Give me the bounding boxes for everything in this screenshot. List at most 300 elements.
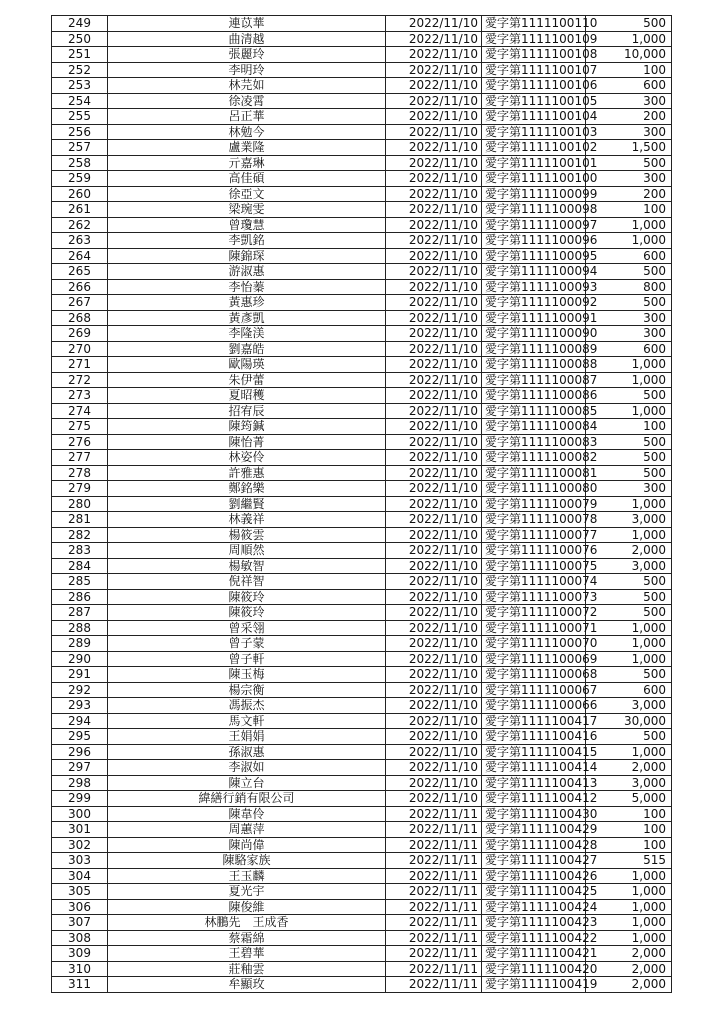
donation-date-cell: 2022/11/10 [386, 31, 482, 47]
table-row [52, 543, 672, 559]
table-row [52, 109, 672, 125]
receipt-number-cell: 愛字第1111100080 [482, 481, 586, 497]
receipt-number-cell: 愛字第1111100421 [482, 946, 586, 962]
amount-cell: 1,000 [586, 744, 672, 760]
row-number-cell: 284 [52, 558, 108, 574]
receipt-number-cell: 愛字第1111100414 [482, 760, 586, 776]
amount-cell: 5,000 [586, 791, 672, 807]
row-number-cell: 283 [52, 543, 108, 559]
donor-name-cell: 王碧華 [108, 946, 386, 962]
receipt-number-cell: 愛字第1111100416 [482, 729, 586, 745]
table-row [52, 574, 672, 590]
table-row [52, 961, 672, 977]
row-number-cell: 259 [52, 171, 108, 187]
amount-cell: 600 [586, 341, 672, 357]
table-row [52, 372, 672, 388]
row-number-cell: 279 [52, 481, 108, 497]
receipt-number-cell: 愛字第1111100425 [482, 884, 586, 900]
donor-name-cell: 林鵬先 王成香 [108, 915, 386, 931]
table-row [52, 651, 672, 667]
receipt-number-cell: 愛字第1111100083 [482, 434, 586, 450]
table-row [52, 884, 672, 900]
donor-name-cell: 朱伊蕾 [108, 372, 386, 388]
donor-name-cell: 陳筠鍼 [108, 419, 386, 435]
amount-cell: 200 [586, 186, 672, 202]
row-number-cell: 254 [52, 93, 108, 109]
amount-cell: 1,000 [586, 403, 672, 419]
table-row [52, 496, 672, 512]
donation-date-cell: 2022/11/10 [386, 124, 482, 140]
table-row [52, 744, 672, 760]
donor-name-cell: 曾子蒙 [108, 636, 386, 652]
donation-table-body [52, 16, 672, 993]
receipt-number-cell: 愛字第1111100417 [482, 713, 586, 729]
row-number-cell: 291 [52, 667, 108, 683]
donation-date-cell: 2022/11/10 [386, 202, 482, 218]
donor-name-cell: 李隆渼 [108, 326, 386, 342]
row-number-cell: 269 [52, 326, 108, 342]
donor-name-cell: 莊釉雲 [108, 961, 386, 977]
donation-date-cell: 2022/11/10 [386, 403, 482, 419]
receipt-number-cell: 愛字第1111100074 [482, 574, 586, 590]
donor-name-cell: 曾采翎 [108, 620, 386, 636]
donation-date-cell: 2022/11/10 [386, 171, 482, 187]
row-number-cell: 264 [52, 248, 108, 264]
donor-name-cell: 陳尚偉 [108, 837, 386, 853]
table-row [52, 186, 672, 202]
receipt-number-cell: 愛字第1111100093 [482, 279, 586, 295]
donation-date-cell: 2022/11/10 [386, 310, 482, 326]
table-row [52, 868, 672, 884]
donation-date-cell: 2022/11/10 [386, 450, 482, 466]
row-number-cell: 265 [52, 264, 108, 280]
table-row [52, 434, 672, 450]
donation-date-cell: 2022/11/10 [386, 140, 482, 156]
row-number-cell: 282 [52, 527, 108, 543]
amount-cell: 500 [586, 465, 672, 481]
table-row [52, 310, 672, 326]
receipt-number-cell: 愛字第1111100103 [482, 124, 586, 140]
amount-cell: 500 [586, 155, 672, 171]
row-number-cell: 295 [52, 729, 108, 745]
amount-cell: 500 [586, 434, 672, 450]
row-number-cell: 253 [52, 78, 108, 94]
donation-date-cell: 2022/11/10 [386, 496, 482, 512]
table-row [52, 357, 672, 373]
receipt-number-cell: 愛字第1111100427 [482, 853, 586, 869]
donation-date-cell: 2022/11/10 [386, 481, 482, 497]
donation-date-cell: 2022/11/10 [386, 357, 482, 373]
donation-date-cell: 2022/11/10 [386, 636, 482, 652]
donor-name-cell: 曾瓊慧 [108, 217, 386, 233]
amount-cell: 100 [586, 202, 672, 218]
receipt-number-cell: 愛字第1111100092 [482, 295, 586, 311]
donor-name-cell: 夏光宇 [108, 884, 386, 900]
amount-cell: 1,000 [586, 651, 672, 667]
table-row [52, 450, 672, 466]
receipt-number-cell: 愛字第1111100106 [482, 78, 586, 94]
donation-date-cell: 2022/11/11 [386, 853, 482, 869]
receipt-number-cell: 愛字第1111100415 [482, 744, 586, 760]
donor-name-cell: 黃彥凱 [108, 310, 386, 326]
row-number-cell: 260 [52, 186, 108, 202]
receipt-number-cell: 愛字第1111100088 [482, 357, 586, 373]
amount-cell: 3,000 [586, 775, 672, 791]
donor-name-cell: 孫淑惠 [108, 744, 386, 760]
donor-name-cell: 呂正華 [108, 109, 386, 125]
donor-name-cell: 緯繕行銷有限公司 [108, 791, 386, 807]
table-row [52, 682, 672, 698]
receipt-number-cell: 愛字第1111100102 [482, 140, 586, 156]
table-row [52, 171, 672, 187]
donation-date-cell: 2022/11/10 [386, 760, 482, 776]
receipt-number-cell: 愛字第1111100084 [482, 419, 586, 435]
amount-cell: 1,000 [586, 899, 672, 915]
receipt-number-cell: 愛字第1111100089 [482, 341, 586, 357]
donation-date-cell: 2022/11/10 [386, 512, 482, 528]
amount-cell: 1,000 [586, 527, 672, 543]
donor-name-cell: 陳俊維 [108, 899, 386, 915]
donation-date-cell: 2022/11/10 [386, 16, 482, 32]
donation-date-cell: 2022/11/11 [386, 837, 482, 853]
table-row [52, 217, 672, 233]
donation-date-cell: 2022/11/10 [386, 434, 482, 450]
row-number-cell: 277 [52, 450, 108, 466]
receipt-number-cell: 愛字第1111100066 [482, 698, 586, 714]
donor-name-cell: 倪祥智 [108, 574, 386, 590]
donation-date-cell: 2022/11/10 [386, 605, 482, 621]
row-number-cell: 296 [52, 744, 108, 760]
donor-name-cell: 牟顯玫 [108, 977, 386, 993]
amount-cell: 2,000 [586, 977, 672, 993]
donor-name-cell: 陳玉梅 [108, 667, 386, 683]
amount-cell: 500 [586, 589, 672, 605]
receipt-number-cell: 愛字第1111100412 [482, 791, 586, 807]
table-row [52, 481, 672, 497]
table-row [52, 202, 672, 218]
receipt-number-cell: 愛字第1111100104 [482, 109, 586, 125]
table-row [52, 946, 672, 962]
receipt-number-cell: 愛字第1111100079 [482, 496, 586, 512]
donation-table [51, 15, 672, 993]
donor-name-cell: 李明玲 [108, 62, 386, 78]
amount-cell: 3,000 [586, 512, 672, 528]
donor-name-cell: 高佳碩 [108, 171, 386, 187]
table-row [52, 140, 672, 156]
donation-date-cell: 2022/11/10 [386, 217, 482, 233]
table-row [52, 667, 672, 683]
amount-cell: 100 [586, 806, 672, 822]
table-row [52, 155, 672, 171]
table-row [52, 837, 672, 853]
donor-name-cell: 李凱銘 [108, 233, 386, 249]
row-number-cell: 300 [52, 806, 108, 822]
receipt-number-cell: 愛字第1111100428 [482, 837, 586, 853]
donor-name-cell: 楊敏智 [108, 558, 386, 574]
amount-cell: 100 [586, 822, 672, 838]
row-number-cell: 257 [52, 140, 108, 156]
amount-cell: 1,000 [586, 620, 672, 636]
row-number-cell: 255 [52, 109, 108, 125]
receipt-number-cell: 愛字第1111100105 [482, 93, 586, 109]
amount-cell: 10,000 [586, 47, 672, 63]
amount-cell: 600 [586, 78, 672, 94]
amount-cell: 2,000 [586, 543, 672, 559]
donation-date-cell: 2022/11/10 [386, 295, 482, 311]
donor-name-cell: 歐陽瑛 [108, 357, 386, 373]
row-number-cell: 275 [52, 419, 108, 435]
donation-date-cell: 2022/11/11 [386, 961, 482, 977]
donation-date-cell: 2022/11/10 [386, 713, 482, 729]
amount-cell: 1,000 [586, 372, 672, 388]
donation-date-cell: 2022/11/10 [386, 791, 482, 807]
donation-date-cell: 2022/11/10 [386, 155, 482, 171]
donation-date-cell: 2022/11/11 [386, 822, 482, 838]
donation-date-cell: 2022/11/10 [386, 264, 482, 280]
amount-cell: 1,500 [586, 140, 672, 156]
amount-cell: 200 [586, 109, 672, 125]
table-row [52, 16, 672, 32]
receipt-number-cell: 愛字第1111100423 [482, 915, 586, 931]
donation-date-cell: 2022/11/10 [386, 698, 482, 714]
row-number-cell: 258 [52, 155, 108, 171]
table-row [52, 527, 672, 543]
table-row [52, 403, 672, 419]
donation-date-cell: 2022/11/11 [386, 915, 482, 931]
row-number-cell: 262 [52, 217, 108, 233]
table-row [52, 775, 672, 791]
receipt-number-cell: 愛字第1111100109 [482, 31, 586, 47]
row-number-cell: 267 [52, 295, 108, 311]
amount-cell: 1,000 [586, 357, 672, 373]
row-number-cell: 286 [52, 589, 108, 605]
donor-name-cell: 招宥辰 [108, 403, 386, 419]
receipt-number-cell: 愛字第1111100108 [482, 47, 586, 63]
donation-date-cell: 2022/11/11 [386, 868, 482, 884]
receipt-number-cell: 愛字第1111100085 [482, 403, 586, 419]
receipt-number-cell: 愛字第1111100419 [482, 977, 586, 993]
amount-cell: 2,000 [586, 760, 672, 776]
table-row [52, 806, 672, 822]
receipt-number-cell: 愛字第1111100094 [482, 264, 586, 280]
donor-name-cell: 楊宗衡 [108, 682, 386, 698]
receipt-number-cell: 愛字第1111100071 [482, 620, 586, 636]
receipt-number-cell: 愛字第1111100090 [482, 326, 586, 342]
donor-name-cell: 陳筱玲 [108, 605, 386, 621]
donor-name-cell: 林芫如 [108, 78, 386, 94]
row-number-cell: 266 [52, 279, 108, 295]
table-row [52, 713, 672, 729]
amount-cell: 1,000 [586, 868, 672, 884]
donation-date-cell: 2022/11/10 [386, 186, 482, 202]
table-row [52, 388, 672, 404]
donor-name-cell: 蔡霜綿 [108, 930, 386, 946]
table-row [52, 78, 672, 94]
receipt-number-cell: 愛字第1111100098 [482, 202, 586, 218]
donor-name-cell: 陳怡菁 [108, 434, 386, 450]
amount-cell: 100 [586, 837, 672, 853]
receipt-number-cell: 愛字第1111100096 [482, 233, 586, 249]
row-number-cell: 302 [52, 837, 108, 853]
table-row [52, 698, 672, 714]
donor-name-cell: 鄭銘樂 [108, 481, 386, 497]
table-row [52, 589, 672, 605]
donor-name-cell: 李淑如 [108, 760, 386, 776]
donor-name-cell: 亓嘉琳 [108, 155, 386, 171]
donor-name-cell: 馬文軒 [108, 713, 386, 729]
donation-date-cell: 2022/11/10 [386, 574, 482, 590]
table-row [52, 124, 672, 140]
row-number-cell: 298 [52, 775, 108, 791]
donation-date-cell: 2022/11/11 [386, 899, 482, 915]
receipt-number-cell: 愛字第1111100068 [482, 667, 586, 683]
amount-cell: 2,000 [586, 946, 672, 962]
row-number-cell: 305 [52, 884, 108, 900]
row-number-cell: 263 [52, 233, 108, 249]
donation-date-cell: 2022/11/10 [386, 109, 482, 125]
donor-name-cell: 張麗玲 [108, 47, 386, 63]
receipt-number-cell: 愛字第1111100095 [482, 248, 586, 264]
donation-date-cell: 2022/11/10 [386, 651, 482, 667]
receipt-number-cell: 愛字第1111100086 [482, 388, 586, 404]
row-number-cell: 271 [52, 357, 108, 373]
row-number-cell: 252 [52, 62, 108, 78]
table-row [52, 899, 672, 915]
row-number-cell: 310 [52, 961, 108, 977]
amount-cell: 1,000 [586, 930, 672, 946]
amount-cell: 1,000 [586, 915, 672, 931]
row-number-cell: 270 [52, 341, 108, 357]
row-number-cell: 307 [52, 915, 108, 931]
receipt-number-cell: 愛字第1111100097 [482, 217, 586, 233]
donor-name-cell: 林勉今 [108, 124, 386, 140]
donation-date-cell: 2022/11/10 [386, 419, 482, 435]
table-row [52, 279, 672, 295]
donation-date-cell: 2022/11/10 [386, 682, 482, 698]
table-row [52, 915, 672, 931]
donor-name-cell: 徐凌霄 [108, 93, 386, 109]
donation-date-cell: 2022/11/11 [386, 884, 482, 900]
donation-date-cell: 2022/11/10 [386, 326, 482, 342]
row-number-cell: 285 [52, 574, 108, 590]
donor-name-cell: 曲清越 [108, 31, 386, 47]
amount-cell: 600 [586, 248, 672, 264]
donor-name-cell: 游淑惠 [108, 264, 386, 280]
donation-date-cell: 2022/11/10 [386, 729, 482, 745]
donor-name-cell: 楊筱雲 [108, 527, 386, 543]
table-row [52, 47, 672, 63]
row-number-cell: 272 [52, 372, 108, 388]
table-row [52, 248, 672, 264]
donor-name-cell: 陳韋伶 [108, 806, 386, 822]
donor-name-cell: 王娟娟 [108, 729, 386, 745]
table-row [52, 419, 672, 435]
receipt-number-cell: 愛字第1111100072 [482, 605, 586, 621]
donor-name-cell: 林姿伶 [108, 450, 386, 466]
amount-cell: 500 [586, 729, 672, 745]
amount-cell: 500 [586, 388, 672, 404]
donor-name-cell: 王玉麟 [108, 868, 386, 884]
receipt-number-cell: 愛字第1111100100 [482, 171, 586, 187]
donor-name-cell: 梁琬雯 [108, 202, 386, 218]
amount-cell: 3,000 [586, 698, 672, 714]
row-number-cell: 251 [52, 47, 108, 63]
row-number-cell: 297 [52, 760, 108, 776]
receipt-number-cell: 愛字第1111100101 [482, 155, 586, 171]
receipt-number-cell: 愛字第1111100413 [482, 775, 586, 791]
donation-date-cell: 2022/11/10 [386, 233, 482, 249]
table-row [52, 295, 672, 311]
table-row [52, 853, 672, 869]
donor-name-cell: 馮振杰 [108, 698, 386, 714]
table-row [52, 729, 672, 745]
donor-name-cell: 陳立台 [108, 775, 386, 791]
row-number-cell: 261 [52, 202, 108, 218]
donation-date-cell: 2022/11/10 [386, 543, 482, 559]
amount-cell: 1,000 [586, 31, 672, 47]
row-number-cell: 304 [52, 868, 108, 884]
donor-name-cell: 盧業隆 [108, 140, 386, 156]
donor-name-cell: 許雅惠 [108, 465, 386, 481]
donor-name-cell: 徐亞文 [108, 186, 386, 202]
receipt-number-cell: 愛字第1111100078 [482, 512, 586, 528]
donor-name-cell: 陳駱家族 [108, 853, 386, 869]
receipt-number-cell: 愛字第1111100070 [482, 636, 586, 652]
table-row [52, 791, 672, 807]
table-row [52, 760, 672, 776]
donation-date-cell: 2022/11/11 [386, 806, 482, 822]
amount-cell: 1,000 [586, 496, 672, 512]
table-row [52, 558, 672, 574]
row-number-cell: 278 [52, 465, 108, 481]
table-row [52, 512, 672, 528]
receipt-number-cell: 愛字第1111100091 [482, 310, 586, 326]
table-row [52, 605, 672, 621]
amount-cell: 300 [586, 326, 672, 342]
donation-date-cell: 2022/11/10 [386, 47, 482, 63]
row-number-cell: 301 [52, 822, 108, 838]
amount-cell: 1,000 [586, 636, 672, 652]
row-number-cell: 281 [52, 512, 108, 528]
amount-cell: 1,000 [586, 233, 672, 249]
receipt-number-cell: 愛字第1111100073 [482, 589, 586, 605]
amount-cell: 500 [586, 667, 672, 683]
receipt-number-cell: 愛字第1111100422 [482, 930, 586, 946]
row-number-cell: 274 [52, 403, 108, 419]
amount-cell: 500 [586, 295, 672, 311]
amount-cell: 500 [586, 450, 672, 466]
donation-date-cell: 2022/11/10 [386, 78, 482, 94]
amount-cell: 500 [586, 16, 672, 32]
receipt-number-cell: 愛字第1111100076 [482, 543, 586, 559]
receipt-number-cell: 愛字第1111100081 [482, 465, 586, 481]
table-row [52, 233, 672, 249]
amount-cell: 500 [586, 264, 672, 280]
row-number-cell: 280 [52, 496, 108, 512]
donation-date-cell: 2022/11/10 [386, 372, 482, 388]
amount-cell: 300 [586, 481, 672, 497]
row-number-cell: 288 [52, 620, 108, 636]
table-row [52, 62, 672, 78]
donation-date-cell: 2022/11/10 [386, 62, 482, 78]
row-number-cell: 268 [52, 310, 108, 326]
donor-name-cell: 夏昭穫 [108, 388, 386, 404]
receipt-number-cell: 愛字第1111100426 [482, 868, 586, 884]
amount-cell: 300 [586, 124, 672, 140]
donation-date-cell: 2022/11/10 [386, 93, 482, 109]
receipt-number-cell: 愛字第1111100420 [482, 961, 586, 977]
receipt-number-cell: 愛字第1111100087 [482, 372, 586, 388]
